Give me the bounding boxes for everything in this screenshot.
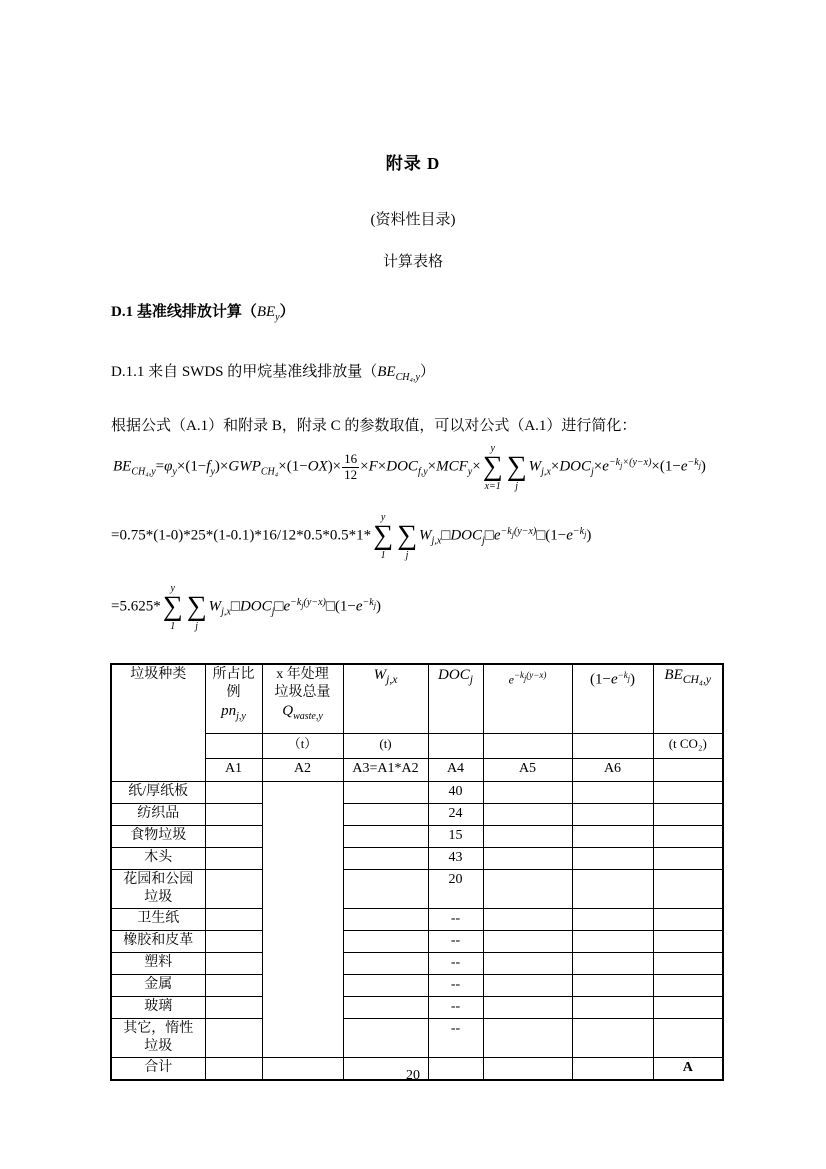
doc-value-cell: 15 bbox=[428, 826, 483, 848]
a3-cell bbox=[343, 997, 428, 1019]
row-label-cell: 纸/厚纸板 bbox=[111, 782, 205, 804]
be-cell bbox=[653, 1019, 723, 1058]
a6-cell bbox=[572, 931, 653, 953]
a1-cell bbox=[205, 953, 262, 975]
a5-cell bbox=[483, 975, 572, 997]
a6-cell bbox=[572, 870, 653, 909]
unit-cell bbox=[428, 734, 483, 759]
be-cell bbox=[653, 804, 723, 826]
a3-cell bbox=[343, 826, 428, 848]
code-cell: A6 bbox=[572, 759, 653, 782]
formula-baseline-emission: $BE_{CH_4,y}=\varphi_y\times(1-f_y)\times GWP_{CH_4}\times(1-OX)\times$ $\frac{16}{12}$ $\times F\times DOC_{f,y}\times MCF_y\times$ y ∑ x=1 ∑ j $W_{j,x}\times DOC_j\times e^{-k_j\times(y-x)}\times(1-e^{-k_j})$ bbox=[113, 443, 706, 492]
doc-value-cell: -- bbox=[428, 975, 483, 997]
a1-cell bbox=[205, 826, 262, 848]
be-cell bbox=[653, 953, 723, 975]
wjx-header: $W_{j,x}$ bbox=[343, 664, 428, 734]
total-be-cell: A bbox=[653, 1058, 723, 1081]
doc-value-cell: 20 bbox=[428, 870, 483, 909]
a6-cell bbox=[572, 826, 653, 848]
heading-d11: D.1.1 来自 SWDS 的甲烷基准线排放量$(BE_{CH_4,y})$ bbox=[111, 364, 435, 383]
sum-operator: y ∑ x=1 bbox=[482, 443, 503, 492]
table-row bbox=[111, 848, 723, 870]
unit-cell: (t) bbox=[343, 734, 428, 759]
a6-cell bbox=[572, 909, 653, 931]
page-number: 20 bbox=[406, 1068, 420, 1083]
table-row bbox=[111, 997, 723, 1019]
row-label-cell: 花园和公园 垃圾 bbox=[111, 870, 205, 909]
a6-cell bbox=[572, 953, 653, 975]
a3-cell bbox=[343, 931, 428, 953]
row-label-cell: 玻璃 bbox=[111, 997, 205, 1019]
be-cell bbox=[653, 909, 723, 931]
sum-operator: ∑ j bbox=[397, 520, 418, 561]
sum-operator: y ∑ 1 bbox=[373, 512, 394, 561]
page-title: 附录 D bbox=[385, 154, 441, 173]
doc-value-cell: 43 bbox=[428, 848, 483, 870]
table-row bbox=[111, 826, 723, 848]
table-row bbox=[111, 870, 723, 909]
a1-cell bbox=[205, 870, 262, 909]
be-cell bbox=[653, 870, 723, 909]
sum-operator: ∑ j bbox=[186, 591, 207, 632]
a1-cell bbox=[205, 782, 262, 804]
table-row bbox=[111, 931, 723, 953]
code-cell: A3=A1*A2 bbox=[343, 759, 428, 782]
a5-cell bbox=[483, 782, 572, 804]
total-label-cell: 合计 bbox=[111, 1058, 205, 1081]
code-cell: A4 bbox=[428, 759, 483, 782]
docj-header: $DOC_j$ bbox=[428, 664, 483, 734]
a3-cell bbox=[343, 909, 428, 931]
row-label-cell: 食物垃圾 bbox=[111, 826, 205, 848]
a2-merged-cell bbox=[262, 782, 343, 1058]
table-header-row bbox=[111, 664, 723, 734]
row-label-cell: 木头 bbox=[111, 848, 205, 870]
a6-cell bbox=[572, 975, 653, 997]
a5-cell bbox=[483, 848, 572, 870]
a1-cell bbox=[205, 804, 262, 826]
unit-cell: （t） bbox=[262, 734, 343, 759]
code-cell: A5 bbox=[483, 759, 572, 782]
subtitle-tables: 计算表格 bbox=[382, 254, 443, 270]
a6-cell bbox=[572, 1019, 653, 1058]
a3-cell bbox=[343, 848, 428, 870]
a3-cell bbox=[343, 975, 428, 997]
a5-cell bbox=[483, 997, 572, 1019]
a6-cell bbox=[572, 804, 653, 826]
a5-cell bbox=[483, 953, 572, 975]
code-cell bbox=[653, 759, 723, 782]
row-label-cell: 纺织品 bbox=[111, 804, 205, 826]
a5-cell bbox=[483, 826, 572, 848]
formula-simplified-step2: =5.625* y ∑ 1 ∑ j $W_{j,x}□DOC_j□e^{-k_j(y-x)}□(1-e^{-k_j})$ bbox=[111, 583, 381, 632]
be-cell bbox=[653, 931, 723, 953]
table-row bbox=[111, 909, 723, 931]
be-cell bbox=[653, 826, 723, 848]
waste-calculation-table bbox=[110, 663, 724, 1081]
a1-cell bbox=[205, 1019, 262, 1058]
doc-value-cell: -- bbox=[428, 931, 483, 953]
bech4y-header: $BE_{CH_4,y}$ bbox=[653, 664, 723, 734]
row-label-cell: 卫生纸 bbox=[111, 909, 205, 931]
heading-d1: D.1 基准线排放计算$(BE_y)$ bbox=[111, 304, 295, 323]
formula-simplified-step1: =0.75*(1-0)*25*(1-0.1)*16/12*0.5*0.5*1* y ∑ 1 ∑ j $W_{j,x}□DOC_j□e^{-k_j(y-x)}□(1-e^{-k_j})$ bbox=[111, 512, 592, 561]
a3-cell bbox=[343, 804, 428, 826]
sum-operator: ∑ j bbox=[506, 451, 527, 492]
a3-cell bbox=[343, 953, 428, 975]
a1-cell bbox=[205, 997, 262, 1019]
row-label-cell: 其它，惰性 垃圾 bbox=[111, 1019, 205, 1058]
one-minus-ekj-header: $(1-e^{-k_j})$ bbox=[572, 664, 653, 734]
unit-cell bbox=[483, 734, 572, 759]
doc-value-cell: -- bbox=[428, 953, 483, 975]
row-label-cell: 金属 bbox=[111, 975, 205, 997]
table-row bbox=[111, 804, 723, 826]
proportion-header: 所占比例 $pn_{j,y}$ bbox=[205, 664, 262, 734]
be-cell bbox=[653, 975, 723, 997]
a6-cell bbox=[572, 848, 653, 870]
table-row bbox=[111, 1019, 723, 1058]
doc-value-cell: -- bbox=[428, 909, 483, 931]
row-label-cell: 橡胶和皮革 bbox=[111, 931, 205, 953]
decay-factor-header: $e^{-k_j(y-x)}$ bbox=[483, 664, 572, 734]
a5-cell bbox=[483, 870, 572, 909]
annual-quantity-header: x 年处理 垃圾总量 $Q_{waste,y}$ bbox=[262, 664, 343, 734]
a3-cell bbox=[343, 870, 428, 909]
doc-value-cell: 24 bbox=[428, 804, 483, 826]
a5-cell bbox=[483, 1019, 572, 1058]
a1-cell bbox=[205, 909, 262, 931]
a5-cell bbox=[483, 931, 572, 953]
a6-cell bbox=[572, 997, 653, 1019]
be-cell bbox=[653, 997, 723, 1019]
doc-value-cell: 40 bbox=[428, 782, 483, 804]
a3-cell bbox=[343, 1019, 428, 1058]
a1-cell bbox=[205, 848, 262, 870]
unit-cell: (t CO₂) bbox=[653, 734, 723, 759]
code-cell: A2 bbox=[262, 759, 343, 782]
be-cell bbox=[653, 782, 723, 804]
table-row bbox=[111, 953, 723, 975]
unit-cell bbox=[572, 734, 653, 759]
a1-cell bbox=[205, 975, 262, 997]
a5-cell bbox=[483, 909, 572, 931]
sum-operator: y ∑ 1 bbox=[162, 583, 183, 632]
a6-cell bbox=[572, 782, 653, 804]
table-row bbox=[111, 782, 723, 804]
unit-cell bbox=[205, 734, 262, 759]
a1-cell bbox=[205, 931, 262, 953]
doc-value-cell: -- bbox=[428, 1019, 483, 1058]
fraction-16-12: $\frac{16}{12}$ bbox=[344, 450, 358, 482]
a5-cell bbox=[483, 804, 572, 826]
code-cell: A1 bbox=[205, 759, 262, 782]
be-cell bbox=[653, 848, 723, 870]
intro-paragraph: 根据公式（A.1）和附录 B，附录 C 的参数取值，可以对公式（A.1）进行简化： bbox=[111, 418, 637, 434]
row-label-cell: 塑料 bbox=[111, 953, 205, 975]
waste-type-header: 垃圾种类 bbox=[111, 664, 205, 782]
subtitle-informative: (资料性目录) bbox=[370, 212, 456, 228]
table-row bbox=[111, 975, 723, 997]
doc-value-cell: -- bbox=[428, 997, 483, 1019]
a3-cell bbox=[343, 782, 428, 804]
